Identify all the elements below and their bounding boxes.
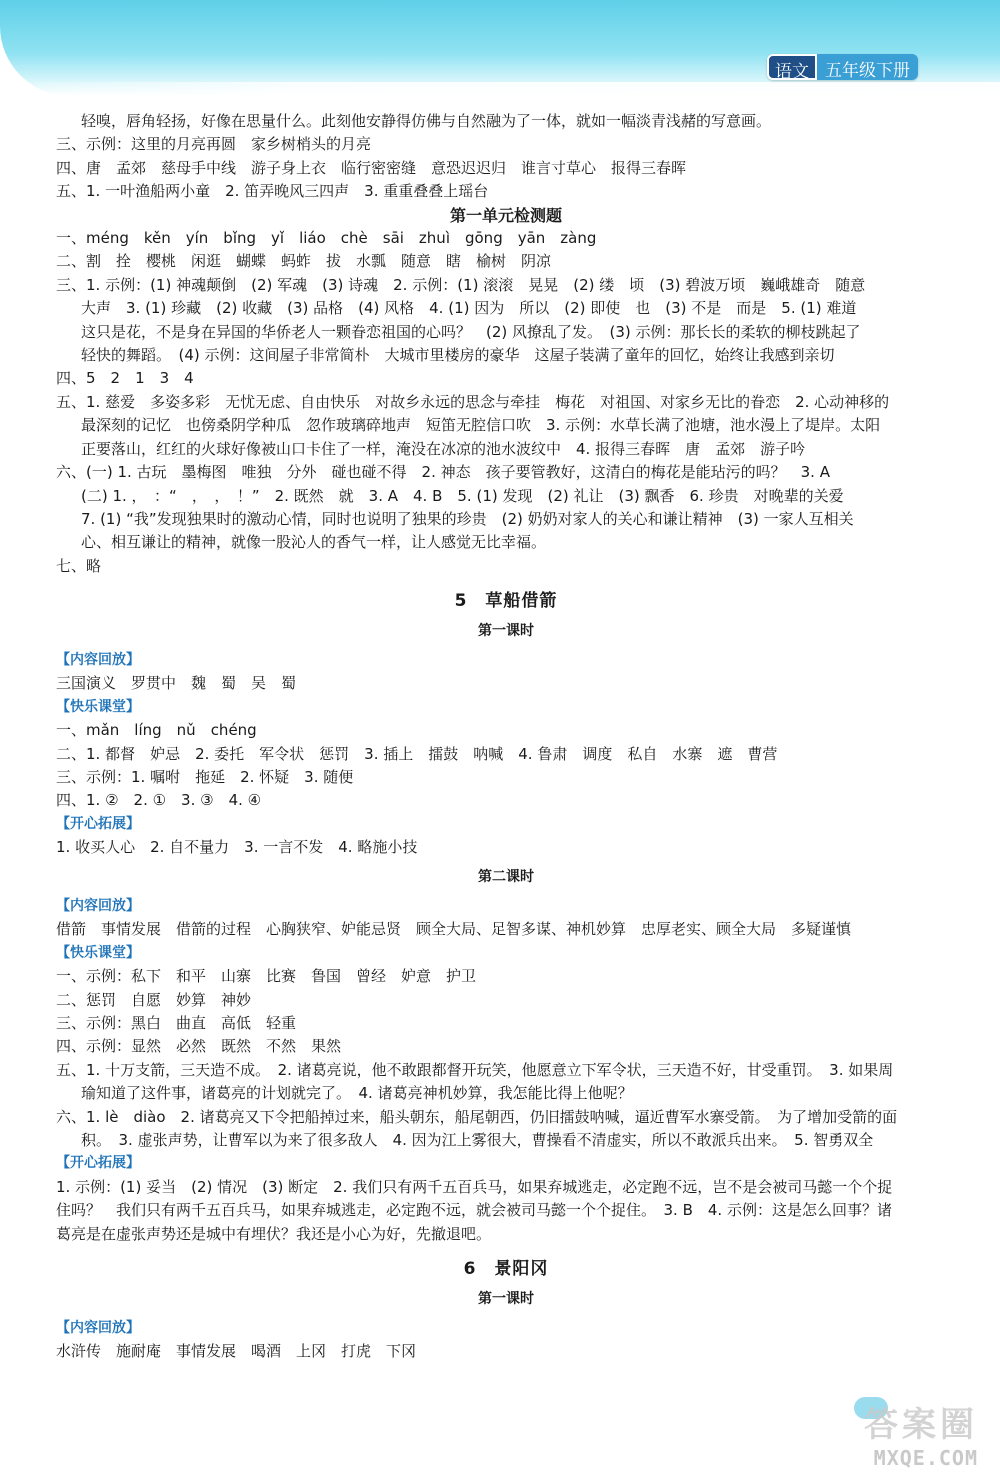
text-line: 三、示例：1. 嘱咐 拖延 2. 怀疑 3. 随便 <box>56 767 354 786</box>
text-line: 四、1. ② 2. ① 3. ③ 4. ④ <box>56 791 262 810</box>
text-line: 二、1. 都督 妒忌 2. 委托 军令状 惩罚 3. 插上 擂鼓 呐喊 4. 鲁肃 调度 私自 水寨 遮 曹营 <box>56 744 778 763</box>
text-line: 三、1. 示例：(1) 神魂颠倒 (2) 军魂 (3) 诗魂 2. 示例：(1) 滚滚 晃晃 (2) 缕 顷 (3) 碧波万顷 巍峨雄奇 随意 <box>56 275 866 294</box>
text-line: 七、略 <box>56 556 102 575</box>
text-line: 水浒传 施耐庵 事情发展 喝酒 上冈 打虎 下冈 <box>56 1342 417 1361</box>
text-line: (二) 1. ， ：“ ， ， ！” 2. 既然 就 3. A 4. B 5. (1) 发现 (2) 礼让 (3) 飘香 6. 珍贵 对晚辈的关爱 <box>81 486 844 505</box>
grade-label: 五年级下册 <box>817 54 918 80</box>
section-tag: 【内容回放】 <box>56 1319 140 1336</box>
text-line: 最深刻的记忆 也傍桑阴学种瓜 忽作玻璃碎地声 短笛无腔信口吹 3. 示例：水草长满了池塘，池水漫上了堤岸。太阳 <box>81 416 881 435</box>
text-line: 大声 3. (1) 珍藏 (2) 收藏 (3) 品格 (4) 风格 4. (1) 因为 所以 (2) 即使 也 (3) 不是 而是 5. (1) 难道 <box>81 299 857 318</box>
lesson-period: 第一课时 <box>478 1290 534 1307</box>
section-tag: 【开心拓展】 <box>56 1155 140 1172</box>
section-title: 第一单元检测题 <box>449 205 562 225</box>
subject-badge <box>767 54 918 80</box>
text-line: 心、相互谦让的精神，就像一股沁人的香气一样，让人感觉无比幸福。 <box>81 533 547 552</box>
text-line: 轻嗅，唇角轻扬，好像在思量什么。此刻他安静得仿佛与自然融为了一体，就如一幅淡青浅赭的写意画。 <box>81 112 772 130</box>
text-line: 住吗？ 我们只有两千五百兵马，如果弃城逃走，必定跑不远，就会被司马懿一个个捉住。 3. B 4. 示例：这是怎么回事？诸 <box>56 1201 892 1220</box>
pinyin-line: 一、mǎn líng nǔ chéng <box>56 721 257 740</box>
text-line: 四、5 2 1 3 4 <box>56 369 194 388</box>
text-line: 四、唐 孟郊 慈母手中线 游子身上衣 临行密密缝 意恐迟迟归 谁言寸草心 报得三春晖 <box>56 158 687 177</box>
text-line: 1. 示例：(1) 妥当 (2) 情况 (3) 断定 2. 我们只有两千五百兵马，如果弃城逃走，必定跑不远，岂不是会被司马懿一个个捉 <box>56 1177 893 1196</box>
text-line: 六、1. lè diào 2. 诸葛亮又下令把船掉过来，船头朝东，船尾朝西，仍旧擂鼓呐喊，逼近曹军水寨受箭。 为了增加受箭的面 <box>56 1107 898 1126</box>
text-line: 二、惩罚 自愿 妙算 神妙 <box>56 990 252 1009</box>
text-line: 三、示例：这里的月亮再圆 家乡树梢头的月亮 <box>56 135 372 154</box>
text-line: 三国演义 罗贯中 魏 蜀 吴 蜀 <box>56 674 297 693</box>
text-line: 这只是花，不是身在异国的华侨老人一颗眷恋祖国的心吗？ (2) 风撩乱了发。 (3) 示例：那长长的柔软的柳枝跳起了 <box>81 322 861 341</box>
text-line: 三、示例：黑白 曲直 高低 轻重 <box>56 1014 297 1033</box>
text-line: 借箭 事情发展 借箭的过程 心胸狭窄、妒能忌贤 顾全大局、足智多谋、神机妙算 忠厚老实、顾全大局 多疑谨慎 <box>56 920 852 939</box>
header-band <box>0 0 1000 96</box>
text-line: 瑜知道了这件事，诸葛亮的计划就完了。 4. 诸葛亮神机妙算，我怎能比得上他呢？ <box>81 1084 633 1103</box>
section-tag: 【内容回放】 <box>56 898 140 914</box>
section-tag: 【开心拓展】 <box>56 815 140 832</box>
text-line: 五、1. 慈爱 多姿多彩 无忧无虑、自由快乐 对故乡永远的思念与牵挂 梅花 对祖国、对家乡无比的眷恋 2. 心动神移的 <box>56 392 890 411</box>
watermark <box>778 1397 978 1470</box>
subject-label: 语文 <box>767 54 817 80</box>
lesson-title: 5 草船借箭 <box>454 591 558 612</box>
section-tag: 【快乐课堂】 <box>56 698 140 715</box>
text-line: 五、1. 一叶渔船两小童 2. 笛弄晚风三四声 3. 重重叠叠上瑶台 <box>56 182 489 201</box>
pinyin-line: 一、méng kěn yín bǐng yǐ liáo chè sāi zhuì gōng yān zàng <box>56 229 597 248</box>
text-line: 7. (1) “我”发现独果时的激动心情，同时也说明了独果的珍贵 (2) 奶奶对家人的关心和谦让精神 (3) 一家人互相关 <box>81 509 854 528</box>
watermark-logo: 答案圈 <box>864 1405 978 1445</box>
text-line: 葛亮是在虚张声势还是城中有埋伏？我还是小心为好，先撤退吧。 <box>56 1224 492 1243</box>
text-line: 积。 3. 虚张声势，让曹军以为来了很多敌人 4. 因为江上雾很大，曹操看不清虚实，所以不敢派兵出来。 5. 智勇双全 <box>81 1131 874 1150</box>
text-line: 五、1. 十万支箭，三天造不成。 2. 诸葛亮说，他不敢跟都督开玩笑，他愿意立下军令状，三天造不好，甘受重罚。 3. 如果周 <box>56 1060 894 1079</box>
lesson-title: 6 景阳冈 <box>463 1259 549 1280</box>
text-line: 四、示例：显然 必然 既然 不然 果然 <box>56 1037 342 1056</box>
answer-content <box>56 110 956 1364</box>
watermark-url: MXQE.COM <box>873 1446 978 1470</box>
lesson-period: 第二课时 <box>478 868 534 885</box>
text-line: 六、(一) 1. 古玩 墨梅图 唯独 分外 碰也碰不得 2. 神态 孩子要管教好，这清白的梅花是能玷污的吗？ 3. A <box>56 463 830 482</box>
text-line: 1. 收买人心 2. 自不量力 3. 一言不发 4. 略施小技 <box>56 838 418 857</box>
lesson-period: 第一课时 <box>478 622 534 639</box>
text-line: 一、示例：私下 和平 山寨 比赛 鲁国 曾经 妒意 护卫 <box>56 967 477 986</box>
text-line: 轻快的舞蹈。 (4) 示例：这间屋子非常简朴 大城市里楼房的豪华 这屋子装满了童年的回忆，始终让我感到亲切 <box>81 346 835 365</box>
section-tag: 【内容回放】 <box>56 651 140 668</box>
text-line: 二、割 拴 樱桃 闲逛 蝴蝶 蚂蚱 拔 水瓢 随意 瞎 榆树 阴凉 <box>56 252 552 271</box>
section-tag: 【快乐课堂】 <box>56 944 140 961</box>
text-line: 正要落山，红红的火球好像被山口卡住了一样，淹没在冰凉的池水波纹中 4. 报得三春晖 唐 孟郊 游子吟 <box>81 439 806 458</box>
